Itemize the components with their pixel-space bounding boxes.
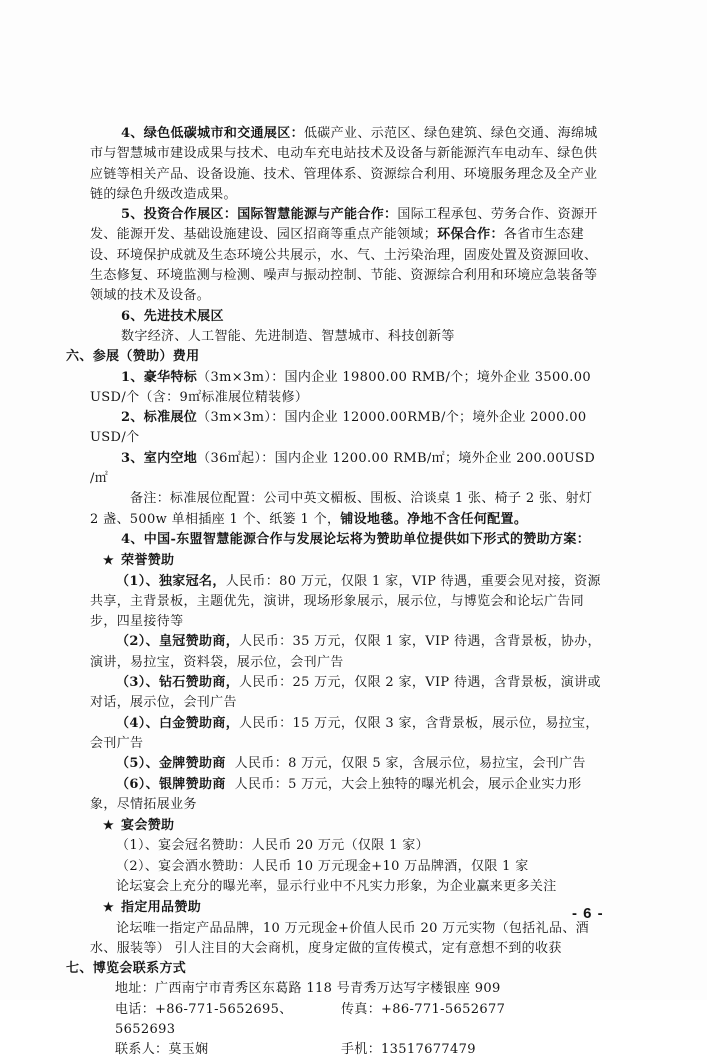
banquet-note: 论坛宴会上充分的曝光率，显示行业中不凡实力形象，为企业赢来更多关注 [116,878,557,894]
sponsor-text: 人民币：35 万元，仅限 1 家，VIP 待遇，含背景板，协办，演讲，易拉宝，资料袋，展示位，会刊广告 [90,634,601,670]
phone-text: 电话：+86-771-5652695、5652693 [115,1001,293,1038]
sponsor-item [90,572,602,633]
fee-text: （3m×3m）：国内企业 12000.00RMB/个；境外企业 2000.00 USD/个 [90,410,587,446]
mobile-text: 手机：13517677479 [341,1042,476,1058]
section-green-city [90,124,602,205]
sponsor-label: （6）、银牌赞助商 [116,776,226,792]
sponsor-label: （2）、皇冠赞助商， [116,634,240,650]
document-body [66,124,602,1061]
section-text: 低碳产业、示范区、绿色建筑、绿色交通、海绵城市与智慧城市建设成果与技术、电动车充电站技术及设备与新能源汽车电动车、绿色供应链等相关产品、设备设施、技术、管理体系、资源综合利用、环境服务理念及全产业链的绿色升级改造成果。 [90,126,598,202]
section-investment [90,205,602,306]
fee-label: 3、室内空地 [121,450,198,466]
contact-person-row [90,1040,602,1060]
sponsor-item [90,754,602,774]
subsection-title: 环保合作： [437,227,504,243]
section-title: 5、投资合作展区： [121,207,238,223]
fee-item-deluxe [90,368,602,409]
fee-label: 1、豪华特标 [121,369,198,385]
sponsor-text: 人民币：25 万元，仅限 2 家，VIP 待遇，含背景板，演讲或对话，展示位，会刊广告 [90,675,601,711]
sponsor-label: （5）、金牌赞助商 [116,756,226,772]
sponsor-text: 人民币：8 万元，仅限 5 家，含展示位，易拉宝，会刊广告 [234,756,586,772]
fee-text: （36㎡起）：国内企业 1200.00 RMB/㎡；境外企业 200.00USD /㎡ [90,450,596,487]
section-tech-title: 6、先进技术展区 [121,308,224,324]
sponsor-label: （1）、独家冠名， [116,573,226,589]
star-icon: ★ [103,900,115,915]
fee-item-space [90,449,602,490]
section-text: 国际工程承包、劳务合作、资源开发、能源开发、基础设施建设、园区招商等重点产能领域； [90,207,598,243]
sponsor-item [90,775,602,816]
sponsor-banquet-title [90,815,602,836]
fee-item-sponsor: 4、中国-东盟智慧能源合作与发展论坛将为赞助单位提供如下形式的赞助方案： [121,531,591,547]
sponsor-category: 荣誉赞助 [121,553,175,569]
note-text-bold: 铺设地毯。净地不含任何配置。 [340,511,528,527]
sponsor-product-title [90,897,602,918]
page-number: - 6 - [572,905,604,922]
address-text: 地址：广西南宁市青秀区东葛路 118 号青秀万达写字楼银座 909 [115,981,501,997]
sponsor-text: 人民币：80 万元，仅限 1 家，VIP 待遇，重要会见对接，资源共享，主背景板，主题优先，演讲，现场形象展示，展示位，与博览会和论坛广告同步，四星接待等 [90,573,601,630]
fee-label: 2、标准展位 [121,410,198,426]
fee-note [90,489,602,530]
contact-person-text: 联系人：莫玉娴 [115,1042,209,1058]
fax-text: 传真：+86-771-5652677 [341,1001,506,1017]
section-text: 各省市生态建设、环境保护成就及生态环境公共展示，水、气、土污染治理，固废处置及资源回收、生态修复、环境监测与检测、噪声与振动控制、节能、资源综合利用和环境应急装备等领域的技术及设备。 [90,227,598,304]
note-text: 备注：标准展位配置：公司中英文楣板、围板、洽谈桌 1 张、椅子 2 张、射灯 2 盏、500w 单相插座 1 个、纸篓 1 个， [90,491,593,527]
sponsor-text: 人民币：5 万元，大会上独特的曝光机会，展示企业实力形象，尽情拓展业务 [90,776,582,812]
sponsor-honor-title [90,550,602,571]
sponsor-label: （4）、白金赞助商， [116,715,240,731]
contact-address [90,979,602,999]
section-title: 4、绿色低碳城市和交通展区： [121,126,304,141]
sponsor-item [90,673,602,714]
banquet-item: （2）、宴会酒水赞助：人民币 10 万元现金+10 万品牌酒，仅限 1 家 [116,858,529,874]
part-six-title: 六、参展（赞助）费用 [66,349,200,365]
sponsor-item [90,714,602,755]
section-tech-text: 数字经济、人工智能、先进制造、智慧城市、科技创新等 [121,328,455,344]
fee-item-standard [90,408,602,449]
subsection-title: 国际智慧能源与产能合作： [237,207,398,223]
star-icon: ★ [103,818,115,833]
contact-phone-row [90,1000,602,1041]
sponsor-category: 指定用品赞助 [121,900,202,916]
star-icon: ★ [103,553,115,568]
product-item: 论坛唯一指定产品品牌，10 万元现金+价值人民币 20 万元实物（包括礼品、酒水、服装等） 引人注目的大会商机，度身定做的宣传模式，定有意想不到的收获 [90,920,590,956]
sponsor-label: （3）、钻石赞助商， [116,675,240,691]
banquet-item: （1）、宴会冠名赞助：人民币 20 万元（仅限 1 家） [116,838,429,854]
sponsor-category: 宴会赞助 [121,818,175,834]
fee-text: （3m×3m）：国内企业 19800.00 RMB/个；境外企业 3500.00 USD/个（含：9㎡标准展位精装修） [90,369,591,405]
part-seven-title: 七、博览会联系方式 [66,961,187,977]
sponsor-text: 人民币：15 万元，仅限 3 家，含背景板，展示位，易拉宝，会刊广告 [90,715,599,751]
sponsor-item [90,632,602,673]
